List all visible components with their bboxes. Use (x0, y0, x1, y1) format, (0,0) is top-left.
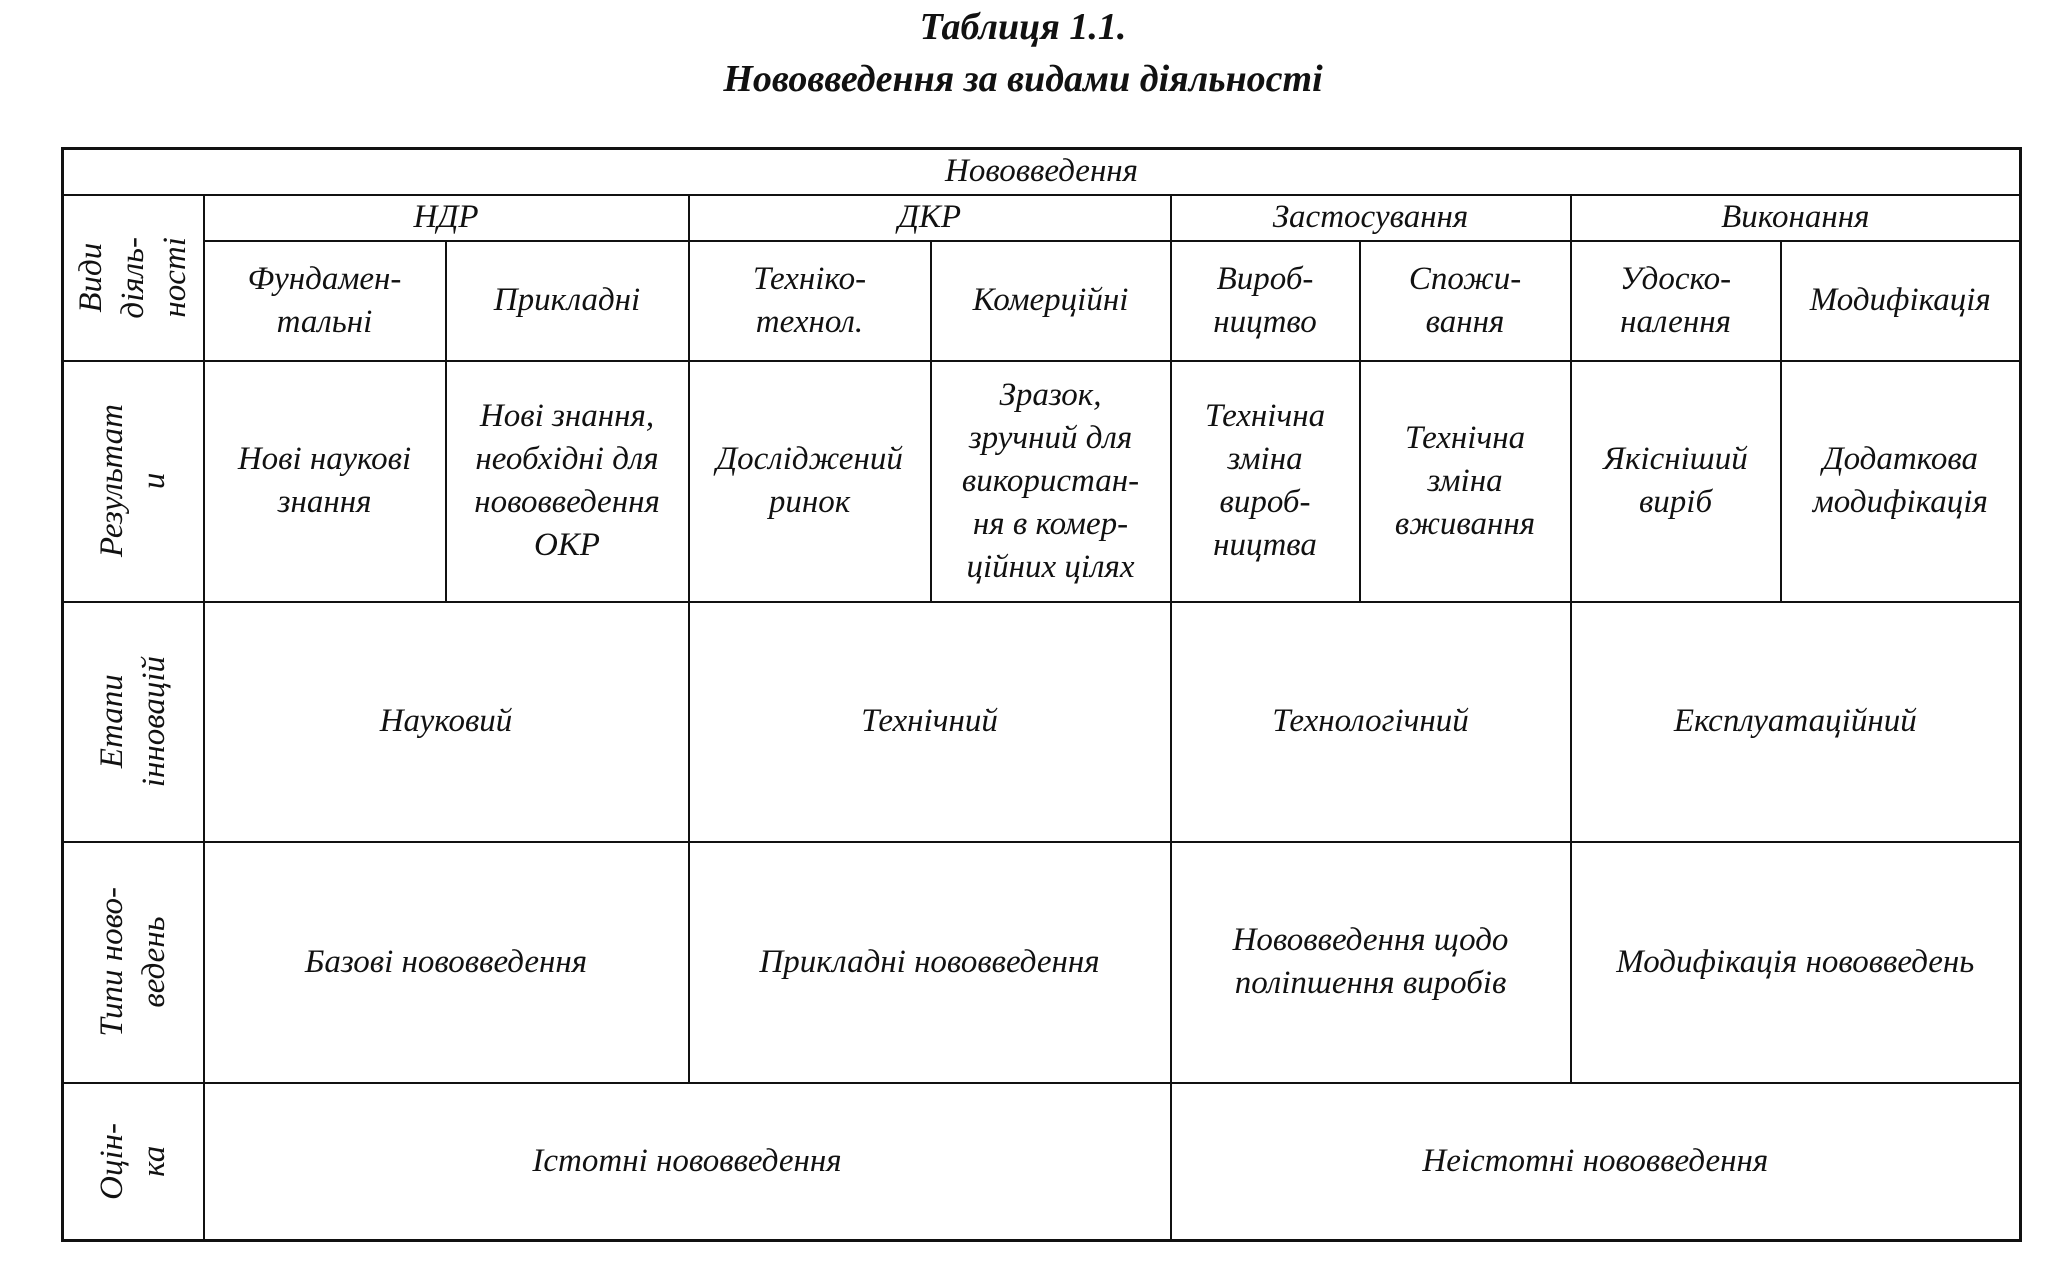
row-activity-types (63, 241, 2021, 361)
row-label-results (63, 361, 204, 602)
group-header-dkr: ДКР (689, 195, 1171, 241)
row-label-assessment (63, 1083, 204, 1241)
type-cell: Прикладні нововведення (689, 842, 1171, 1083)
header-row-groups (63, 195, 2021, 241)
group-header-ndr: НДР (204, 195, 689, 241)
group-header-execution: Виконання (1571, 195, 2021, 241)
type-cell: Нововведення щодо поліпшення виробів (1171, 842, 1571, 1083)
activity-cell: Фундамен- тальні (204, 241, 446, 361)
activity-cell: Удоско- налення (1571, 241, 1781, 361)
table-caption-title: Нововведення за видами діяльності (723, 58, 1323, 100)
header-cell-innovations: Нововведення (63, 149, 2021, 195)
activity-cell: Техніко- технол. (689, 241, 931, 361)
result-cell: Нові знання, необхідні для нововведення ОКР (446, 361, 689, 602)
result-cell: Якісніший виріб (1571, 361, 1781, 602)
activity-cell: Прикладні (446, 241, 689, 361)
result-cell: Нові наукові знання (204, 361, 446, 602)
row-label-stages (63, 602, 204, 842)
innovations-table (61, 147, 2022, 1242)
row-label-stages-text: Етапи інновацій (94, 655, 173, 788)
result-cell: Додаткова модифікація (1781, 361, 2021, 602)
row-assessment (63, 1083, 2021, 1241)
stage-cell: Технологічний (1171, 602, 1571, 842)
row-label-types-text: Типи ново- ведень (94, 887, 173, 1037)
assessment-cell: Істотні нововведення (204, 1083, 1171, 1241)
table-caption-number: Таблиця 1.1. (919, 6, 1127, 48)
group-header-application: Застосування (1171, 195, 1571, 241)
row-results (63, 361, 2021, 602)
activity-cell: Комерційні (931, 241, 1171, 361)
result-cell: Технічна зміна вживання (1360, 361, 1571, 602)
result-cell: Досліджений ринок (689, 361, 931, 602)
result-cell: Зразок, зручний для використан- ня в комер- ційних цілях (931, 361, 1171, 602)
stage-cell: Науковий (204, 602, 689, 842)
assessment-cell: Неістотні нововведення (1171, 1083, 2021, 1241)
result-cell: Технічна зміна вироб- ництва (1171, 361, 1360, 602)
type-cell: Базові нововведення (204, 842, 689, 1083)
row-stages (63, 602, 2021, 842)
stage-cell: Технічний (689, 602, 1171, 842)
row-label-results-text: Результат и (94, 404, 173, 558)
activity-cell: Модифікація (1781, 241, 2021, 361)
header-row-top (63, 149, 2021, 195)
activity-cell: Вироб- ництво (1171, 241, 1360, 361)
row-label-activity-text: Види діяль- ності (73, 236, 194, 319)
row-label-assessment-text: Оцін- ка (94, 1122, 173, 1200)
row-types (63, 842, 2021, 1083)
row-label-types (63, 842, 204, 1083)
stage-cell: Експлуатаційний (1571, 602, 2021, 842)
activity-cell: Спожи- вання (1360, 241, 1571, 361)
type-cell: Модифікація нововведень (1571, 842, 2021, 1083)
row-label-activity (63, 195, 204, 361)
